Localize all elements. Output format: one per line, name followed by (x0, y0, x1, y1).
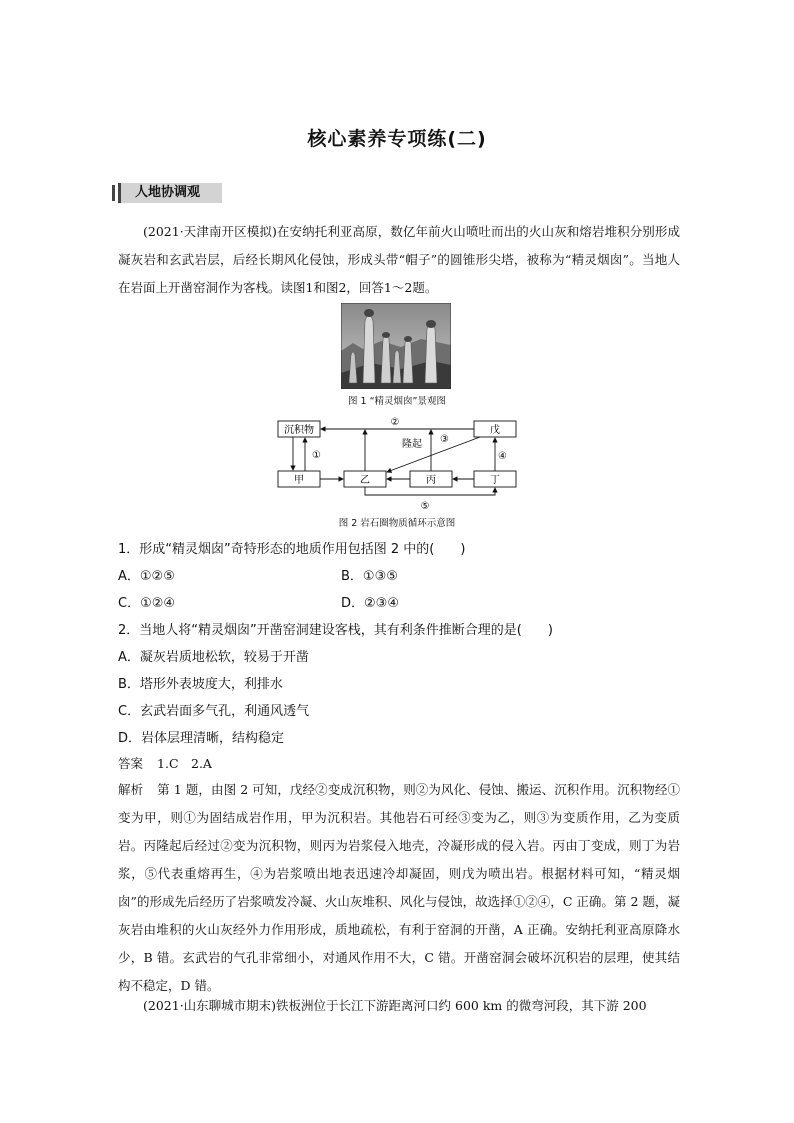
figure-2-caption: 图 2 岩石圈物质循环示意图 (338, 518, 456, 529)
svg-text:丁: 丁 (490, 475, 500, 486)
q1-option-c: C．①②④ (118, 596, 176, 611)
figure-1-caption: 图 1 “精灵烟囱”景观图 (348, 396, 446, 407)
label-n3: ③ (440, 434, 449, 445)
q2-option-d: D．岩体层理清晰，结构稳定 (118, 731, 285, 746)
box-yi (344, 471, 386, 487)
svg-text:丙: 丙 (426, 475, 436, 486)
analysis-text: 第 1 题，由图 2 可知，戊经②变成沉积物，则②为风化、侵蚀、搬运、沉积作用。沉积物经①变为甲，则①为固结成岩作用，甲为沉积岩。其他岩石可经③变为乙，则③为变质作用，乙为变质岩。丙隆起后经过②变为沉积物，则丙为岩浆侵入地壳，冷凝形成的侵入岩。丙由丁变成，则丁为岩浆，⑤代表重熔再生，④为岩浆喷出地表迅速冷却凝固，则戊为喷出岩。根据材料可知，“精灵烟囱”的形成先后经历了岩浆喷发冷凝、火山灰堆积、风化与侵蚀，故选择①②④，C 正确。第 2 题，凝灰岩由堆积的火山灰经外力作用形成，质地疏松，有利于窑洞的开凿，A 正确。安纳托利亚高原降水少，B 错。玄武岩的气孔非常细小，对通风作用不大，C 错。开凿窑洞会破坏沉积岩的层理，使其结构不稳定，D 错。 (118, 782, 680, 993)
intro-paragraph: (2021·天津南开区模拟)在安纳托利亚高原，数亿年前火山喷吐而出的火山灰和熔岩堆积分别形成凝灰岩和玄武岩层，后经长期风化侵蚀，形成头带“帽子”的圆锥形尖塔，被称为“精灵烟囱”。当地人在岩面上开凿窑洞作为客栈。读图1和图2，回答1～2题。 (118, 224, 680, 295)
svg-text:沉积物: 沉积物 (284, 425, 314, 436)
answer-label: 答案 (118, 756, 144, 771)
fairy-chimney-photo (341, 303, 451, 389)
label-n4: ④ (498, 451, 507, 462)
answer-value: 1.C 2.A (157, 756, 212, 771)
question-2: 2．当地人将“精灵烟囱”开凿窑洞建设客栈，其有利条件推断合理的是( ) (118, 623, 553, 638)
svg-text:戊: 戊 (490, 425, 500, 436)
q1-option-b: B．①③⑤ (341, 569, 398, 584)
label-n5: ⑤ (420, 501, 430, 512)
svg-text:乙: 乙 (360, 475, 370, 486)
q2-option-c: C．玄武岩面多气孔，利通风透气 (118, 704, 310, 719)
box-jia (278, 471, 320, 487)
page-title: 核心素养专项练(二) (307, 128, 487, 150)
q2-option-a: A．凝灰岩质地松软，较易于开凿 (118, 650, 309, 665)
q1-option-a: A．①②⑤ (118, 569, 175, 584)
analysis-paragraph (118, 776, 680, 1000)
box-ding (474, 471, 516, 487)
answer-line (118, 754, 212, 772)
section-heading: 人地协调观 (118, 183, 222, 203)
box-sediment (278, 421, 320, 437)
box-wu (474, 421, 516, 437)
q1-option-d: D．②③④ (341, 596, 399, 611)
label-n1: ① (312, 450, 321, 461)
q2-option-b: B．塔形外表坡度大，利排水 (118, 677, 283, 692)
label-n2: ② (390, 417, 400, 428)
label-uplift: 隆起 (402, 439, 422, 450)
next-intro-paragraph: (2021·山东聊城市期末)铁板洲位于长江下游距离河口约 600 km 的微弯河段，其下游 200 (143, 998, 647, 1013)
rock-cycle-diagram (270, 413, 530, 518)
question-1: 1．形成“精灵烟囱”奇特形态的地质作用包括图 2 中的( ) (118, 542, 466, 557)
svg-text:甲: 甲 (294, 475, 304, 486)
box-bing (410, 471, 452, 487)
analysis-label: 解析 (118, 782, 144, 797)
